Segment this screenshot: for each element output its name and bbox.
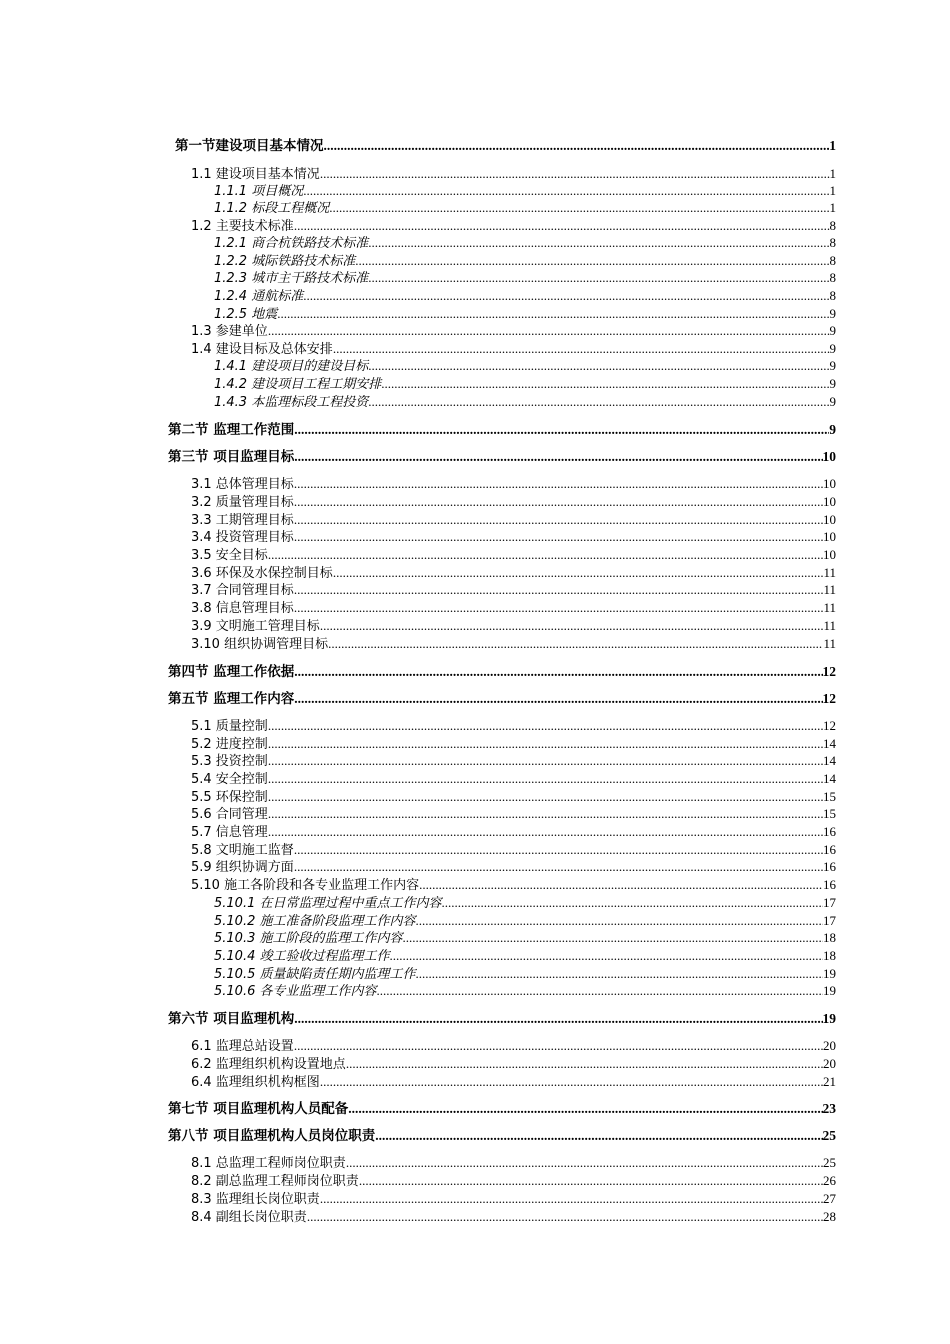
toc-page-number: 21 — [823, 1074, 836, 1089]
dot-leader — [389, 947, 823, 964]
toc-page-number: 9 — [829, 358, 836, 373]
toc-subsection[interactable] — [191, 1055, 836, 1072]
toc-entry-title: 第五节 监理工作内容 — [168, 691, 295, 707]
dot-leader — [329, 199, 829, 216]
toc-page-number: 10 — [823, 476, 836, 491]
dot-leader — [268, 717, 823, 734]
toc-subsection[interactable] — [191, 1172, 836, 1189]
dot-leader — [294, 528, 823, 545]
toc-page-number: 12 — [822, 664, 836, 679]
toc-page-number: 10 — [823, 494, 836, 509]
toc-subsection[interactable] — [191, 475, 836, 492]
dot-leader — [294, 217, 830, 234]
toc-page-number: 18 — [823, 948, 836, 963]
toc-page-number: 9 — [829, 306, 836, 321]
toc-entry-title: 6.4 监理组织机构框图 — [191, 1075, 320, 1090]
toc-entry-title: 第三节 项目监理目标 — [168, 449, 295, 465]
dot-leader — [294, 663, 822, 680]
toc-entry-title: 3.7 合同管理目标 — [191, 583, 294, 598]
toc-entry-title: 3.10 组织协调管理目标 — [191, 637, 329, 652]
dot-leader — [419, 876, 823, 893]
toc-page-number: 14 — [823, 753, 836, 768]
dot-leader — [294, 858, 823, 875]
dot-leader — [415, 965, 823, 982]
dot-leader — [307, 1208, 823, 1225]
dot-leader — [294, 1037, 823, 1054]
dot-leader — [324, 137, 830, 154]
toc-subsection[interactable] — [191, 217, 836, 234]
toc-page-number: 28 — [823, 1209, 836, 1224]
toc-subsubsection[interactable] — [214, 965, 836, 982]
toc-subsection[interactable] — [191, 599, 836, 616]
toc-page-number: 20 — [823, 1038, 836, 1053]
toc-subsubsection[interactable] — [214, 947, 836, 964]
toc-subsubsection[interactable] — [214, 912, 836, 929]
toc-entry-title: 5.3 投资控制 — [191, 754, 268, 769]
dot-leader — [294, 581, 824, 598]
toc-page-number: 15 — [823, 806, 836, 821]
toc-entry-title: 1.1.1 项目概况 — [214, 184, 304, 199]
toc-subsection[interactable] — [191, 617, 836, 634]
toc-entry-title: 3.2 质量管理目标 — [191, 495, 294, 510]
dot-leader — [381, 375, 829, 392]
toc-page-number: 9 — [829, 394, 836, 409]
toc-page-number: 11 — [823, 636, 836, 651]
toc-entry-title: 8.2 副总监理工程师岗位职责 — [191, 1174, 359, 1189]
toc-page-number: 1 — [829, 138, 836, 153]
toc-entry-title: 1.3 参建单位 — [191, 324, 268, 339]
toc-page-number: 12 — [823, 718, 836, 733]
dot-leader — [294, 511, 823, 528]
toc-page-number: 11 — [823, 618, 836, 633]
toc-page-number: 8 — [829, 235, 836, 250]
toc-entry-title: 3.4 投资管理目标 — [191, 530, 294, 545]
toc-subsection[interactable] — [191, 1190, 836, 1207]
dot-leader — [415, 912, 823, 929]
toc-entry-title: 8.3 监理组长岗位职责 — [191, 1192, 320, 1207]
toc-entry-title: 第六节 项目监理机构 — [168, 1011, 295, 1027]
toc-subsection[interactable] — [191, 493, 836, 510]
toc-entry-title: 第四节 监理工作依据 — [168, 664, 295, 680]
toc-page-number: 12 — [822, 691, 836, 706]
toc-subsubsection[interactable] — [214, 375, 836, 392]
dot-leader — [320, 1190, 823, 1207]
toc-entry-title: 第八节 项目监理机构人员岗位职责 — [168, 1128, 376, 1144]
toc-subsection[interactable] — [191, 1154, 836, 1171]
dot-leader — [368, 269, 829, 286]
dot-leader — [294, 448, 822, 465]
toc-page-number: 11 — [823, 565, 836, 580]
toc-subsection[interactable] — [191, 511, 836, 528]
toc-page-number: 10 — [823, 547, 836, 562]
toc-subsection[interactable] — [191, 1037, 836, 1054]
toc-page-number: 19 — [822, 1011, 836, 1026]
toc-subsection[interactable] — [191, 876, 836, 893]
dot-leader — [294, 841, 823, 858]
toc-page-number: 17 — [823, 913, 836, 928]
toc-subsubsection[interactable] — [214, 287, 836, 304]
toc-entry-title: 1.2 主要技术标准 — [191, 219, 294, 234]
dot-leader — [268, 788, 823, 805]
toc-entry-title: 6.2 监理组织机构设置地点 — [191, 1057, 346, 1072]
toc-page-number: 9 — [829, 376, 836, 391]
dot-leader — [277, 305, 829, 322]
dot-leader — [268, 735, 823, 752]
toc-entry-title: 8.1 总监理工程师岗位职责 — [191, 1156, 346, 1171]
toc-page-number: 19 — [823, 966, 836, 981]
toc-subsection[interactable] — [191, 735, 836, 752]
toc-entry-title: 8.4 副组长岗位职责 — [191, 1210, 307, 1225]
dot-leader — [368, 234, 829, 251]
toc-entry-title: 5.7 信息管理 — [191, 825, 268, 840]
dot-leader — [320, 165, 830, 182]
toc-section[interactable] — [168, 448, 836, 465]
dot-leader — [294, 493, 823, 510]
toc-entry-title: 1.2.2 城际铁路技术标准 — [214, 254, 356, 269]
toc-subsection[interactable] — [191, 805, 836, 822]
toc-entry-title: 第一节建设项目基本情况 — [175, 138, 324, 154]
toc-entry-title: 1.2.1 商合杭铁路技术标准 — [214, 236, 369, 251]
dot-leader — [441, 894, 823, 911]
toc-entry-title: 5.9 组织协调方面 — [191, 860, 294, 875]
dot-leader — [294, 1010, 822, 1027]
dot-leader — [294, 599, 824, 616]
toc-entry-title: 1.1 建设项目基本情况 — [191, 167, 320, 182]
toc-entry-title: 1.1.2 标段工程概况 — [214, 201, 330, 216]
toc-page-number: 19 — [823, 983, 836, 998]
toc-entry-title: 5.2 进度控制 — [191, 737, 268, 752]
toc-section[interactable] — [168, 421, 836, 438]
toc-entry-title: 3.9 文明施工管理目标 — [191, 619, 320, 634]
toc-page-number: 20 — [823, 1056, 836, 1071]
toc-page-number: 17 — [823, 895, 836, 910]
toc-entry-title: 1.2.4 通航标准 — [214, 289, 304, 304]
toc-entry-title: 5.5 环保控制 — [191, 790, 268, 805]
dot-leader — [294, 475, 823, 492]
dot-leader — [348, 1100, 822, 1117]
toc-subsection[interactable] — [191, 717, 836, 734]
toc-page-number: 8 — [829, 253, 836, 268]
toc-page-number: 27 — [823, 1191, 836, 1206]
toc-entry-title: 5.10.4 竣工验收过程监理工作 — [214, 949, 390, 964]
toc-subsubsection[interactable] — [214, 252, 836, 269]
toc-subsection[interactable] — [191, 823, 836, 840]
toc-subsubsection[interactable] — [214, 357, 836, 374]
toc-entry-title: 第七节 项目监理机构人员配备 — [168, 1101, 349, 1117]
toc-page-number: 26 — [823, 1173, 836, 1188]
dot-leader — [355, 252, 829, 269]
toc-page-number: 8 — [829, 288, 836, 303]
toc-subsection[interactable] — [191, 322, 836, 339]
toc-subsection[interactable] — [191, 788, 836, 805]
toc-entry-title: 第二节 监理工作范围 — [168, 422, 295, 438]
toc-subsubsection[interactable] — [214, 182, 836, 199]
dot-leader — [303, 287, 829, 304]
toc-page-number: 23 — [822, 1101, 836, 1116]
dot-leader — [375, 1127, 822, 1144]
toc-page-number: 18 — [823, 930, 836, 945]
toc-section[interactable] — [168, 1100, 836, 1117]
toc-section[interactable] — [168, 1127, 836, 1144]
toc-entry-title: 1.2.5 地震 — [214, 307, 278, 322]
dot-leader — [268, 805, 823, 822]
dot-leader — [294, 690, 822, 707]
toc-page-number: 1 — [829, 200, 836, 215]
toc-subsection[interactable] — [191, 581, 836, 598]
dot-leader — [303, 182, 829, 199]
toc-subsection[interactable] — [191, 165, 836, 182]
toc-entry-title: 5.6 合同管理 — [191, 807, 268, 822]
toc-entry-title: 1.4.3 本监理标段工程投资 — [214, 395, 369, 410]
toc-subsubsection[interactable] — [214, 929, 836, 946]
toc-page-number: 16 — [823, 824, 836, 839]
toc-section[interactable] — [168, 690, 836, 707]
toc-subsubsection[interactable] — [214, 269, 836, 286]
dot-leader — [268, 770, 823, 787]
toc-subsubsection[interactable] — [214, 982, 836, 999]
toc-entry-title: 3.5 安全目标 — [191, 548, 268, 563]
toc-entry-title: 1.4.1 建设项目的建设目标 — [214, 359, 369, 374]
toc-entry-title: 1.4.2 建设项目工程工期安排 — [214, 377, 382, 392]
toc-page-number: 11 — [823, 600, 836, 615]
toc-subsubsection[interactable] — [214, 393, 836, 410]
dot-leader — [320, 617, 824, 634]
toc-subsubsection[interactable] — [214, 894, 836, 911]
dot-leader — [368, 357, 829, 374]
toc-subsection[interactable] — [191, 635, 836, 652]
toc-page-number: 16 — [823, 877, 836, 892]
toc-subsubsection[interactable] — [214, 199, 836, 216]
toc-page-number: 9 — [829, 422, 836, 437]
toc-subsection[interactable] — [191, 1208, 836, 1225]
toc-entry-title: 3.3 工期管理目标 — [191, 513, 294, 528]
dot-leader — [346, 1055, 823, 1072]
toc-page-number: 8 — [829, 270, 836, 285]
toc-section[interactable] — [168, 663, 836, 680]
toc-entry-title: 5.1 质量控制 — [191, 719, 268, 734]
toc-page-number: 10 — [823, 512, 836, 527]
toc-entry-title: 5.10.5 质量缺陷责任期内监理工作 — [214, 967, 416, 982]
toc-page-number: 25 — [823, 1155, 836, 1170]
dot-leader — [328, 635, 823, 652]
dot-leader — [333, 340, 830, 357]
dot-leader — [376, 982, 823, 999]
toc-page-number: 10 — [823, 529, 836, 544]
toc-page-number: 16 — [823, 859, 836, 874]
toc-entry-title: 3.1 总体管理目标 — [191, 477, 294, 492]
toc-entry-title: 1.4 建设目标及总体安排 — [191, 342, 333, 357]
toc-entry-title: 3.6 环保及水保控制目标 — [191, 566, 333, 581]
toc-page-number: 16 — [823, 842, 836, 857]
dot-leader — [368, 393, 829, 410]
toc-entry-title: 5.10.1 在日常监理过程中重点工作内容 — [214, 896, 442, 911]
dot-leader — [268, 546, 823, 563]
toc-page-number: 11 — [823, 582, 836, 597]
dot-leader — [346, 1154, 823, 1171]
dot-leader — [333, 564, 824, 581]
toc-page-number: 25 — [822, 1128, 836, 1143]
toc-subsection[interactable] — [191, 528, 836, 545]
toc-subsection[interactable] — [191, 770, 836, 787]
toc-page-number: 15 — [823, 789, 836, 804]
toc-subsection[interactable] — [191, 841, 836, 858]
dot-leader — [359, 1172, 823, 1189]
toc-subsubsection[interactable] — [214, 234, 836, 251]
toc-entry-title: 5.4 安全控制 — [191, 772, 268, 787]
toc-entry-title: 3.8 信息管理目标 — [191, 601, 294, 616]
toc-subsection[interactable] — [191, 1073, 836, 1090]
toc-page-number: 1 — [829, 166, 836, 181]
toc-entry-title: 1.2.3 城市主干路技术标准 — [214, 271, 369, 286]
toc-entry-title: 5.10.6 各专业监理工作内容 — [214, 984, 377, 999]
toc-subsection[interactable] — [191, 546, 836, 563]
dot-leader — [294, 421, 829, 438]
toc-page-number: 9 — [829, 341, 836, 356]
toc-page-number: 14 — [823, 771, 836, 786]
dot-leader — [268, 322, 830, 339]
toc-entry-title: 5.10.2 施工准备阶段监理工作内容 — [214, 914, 416, 929]
dot-leader — [402, 929, 823, 946]
toc-page-number: 10 — [822, 449, 836, 464]
toc-entry-title: 5.8 文明施工监督 — [191, 843, 294, 858]
toc-section[interactable] — [175, 137, 836, 154]
toc-page-number: 9 — [829, 323, 836, 338]
toc-page-number: 1 — [829, 183, 836, 198]
toc-subsection[interactable] — [191, 752, 836, 769]
toc-entry-title: 6.1 监理总站设置 — [191, 1039, 294, 1054]
toc-entry-title: 5.10 施工各阶段和各专业监理工作内容 — [191, 878, 420, 893]
dot-leader — [268, 752, 823, 769]
dot-leader — [268, 823, 823, 840]
toc-page-number: 8 — [829, 218, 836, 233]
toc-page-number: 14 — [823, 736, 836, 751]
toc-subsubsection[interactable] — [214, 305, 836, 322]
toc-entry-title: 5.10.3 施工阶段的监理工作内容 — [214, 931, 403, 946]
toc-section[interactable] — [168, 1010, 836, 1027]
toc-subsection[interactable] — [191, 564, 836, 581]
toc-subsection[interactable] — [191, 340, 836, 357]
toc-subsection[interactable] — [191, 858, 836, 875]
dot-leader — [320, 1073, 823, 1090]
